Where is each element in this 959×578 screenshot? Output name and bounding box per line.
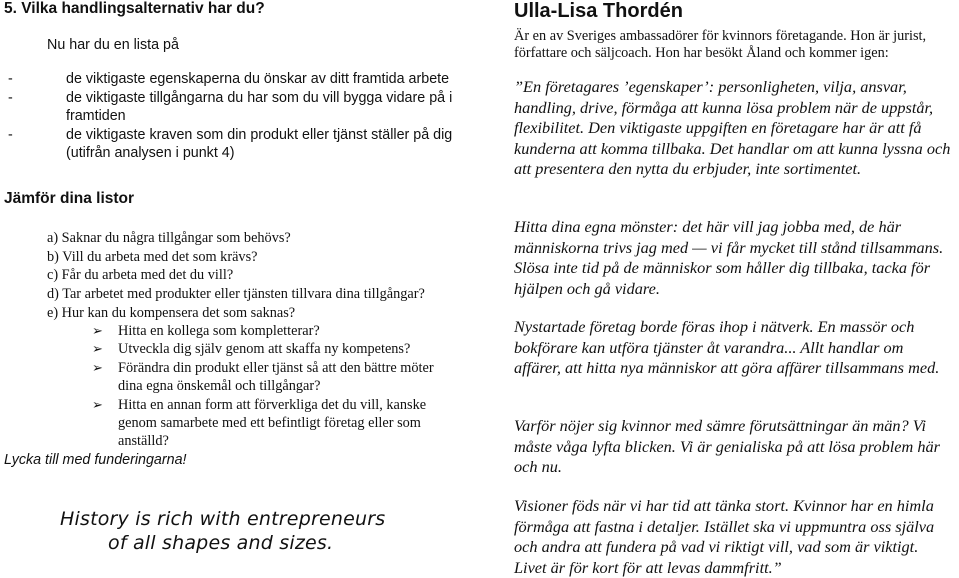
- question-list: [47, 229, 425, 323]
- arrow-item: [90, 396, 460, 451]
- intro-text: Nu har du en lista på: [47, 37, 179, 53]
- arrow-bullet-icon: ➢: [92, 323, 103, 338]
- list-item: [8, 70, 458, 89]
- arrow-item: [90, 322, 460, 340]
- list-item-text: de viktigaste kraven som din produkt eller tjänst ställer på dig (utifrån analysen i punkt 4): [66, 126, 453, 161]
- person-name: Ulla-Lisa Thordén: [514, 0, 683, 22]
- arrow-list: [90, 322, 460, 451]
- question-item: d) Tar arbetet med produkter eller tjänsten tillvara dina tillgångar?: [47, 286, 425, 303]
- dash-bullet: -: [8, 71, 13, 87]
- list-item-text: de viktigaste egenskaperna du önskar av ditt framtida arbete: [66, 71, 450, 87]
- section-heading: 5. Vilka handlingsalternativ har du?: [4, 0, 265, 17]
- question-item: c) Får du arbeta med det du vill?: [47, 267, 234, 284]
- dash-list: [8, 70, 458, 163]
- quote-paragraph: Visioner föds när vi har tid att tänka stort. Kvinnor har en himla förmåga att fastna i detaljer. Istället ska vi uppmuntra oss själva och andra att fundera på vad vi riktigt vill, vad som är viktigt. Livet är för kort för att levas dammfritt.”: [514, 496, 935, 577]
- quote-paragraph: Varför nöjer sig kvinnor med sämre förutsättningar än män? Vi måste våga lyfta blicken. Vi är genialiska på att lösa problem här och nu.: [514, 416, 940, 476]
- question-item: a) Saknar du några tillgångar som behövs?: [47, 230, 291, 246]
- quote-paragraph: ”En företagares ’egenskaper’: personligheten, vilja, ansvar, handling, drive, förmåga att kunna lösa problem när de uppstår, flexibilitet. Den viktigaste uppgiften en företagare har är att få kunderna att komma tillbaka. Det handlar om att kunna lyssna och att presentera den nytta du erbjuder, inte sortimentet.: [514, 77, 951, 178]
- quote-line: of all shapes and sizes.: [108, 532, 334, 554]
- arrow-item: [90, 340, 460, 358]
- question-item: e) Hur kan du kompensera det som saknas?: [47, 304, 296, 321]
- arrow-item: [90, 359, 460, 396]
- compare-heading: Jämför dina listor: [4, 190, 135, 207]
- person-bio: Är en av Sveriges ambassadörer för kvinnors företagande. Hon är jurist, författare och säljcoach. Hon har besökt Åland och kommer igen:: [514, 28, 927, 61]
- quote-paragraph: Hitta dina egna mönster: det här vill jag jobba med, de här människorna trivs jag med — vi får mycket till stånd tillsammans. Slösa inte tid på de människor som håller dig tillbaka, tacka för hjälpen och gå vidare.: [514, 217, 944, 298]
- quote-paragraph: Nystartade företag borde föras ihop i nätverk. En massör och bokförare kan utföra tjänster åt varandra... Allt handlar om affärer, att hitta nya människor att göra affärer tillsammans med.: [514, 317, 940, 377]
- list-item: [8, 89, 458, 126]
- list-item: [8, 126, 458, 163]
- arrow-bullet-icon: ➢: [92, 396, 103, 412]
- arrow-bullet-icon: ➢: [92, 359, 103, 375]
- quote-line: History is rich with entrepreneurs: [60, 508, 386, 530]
- list-item-text: de viktigaste tillgångarna du har som du vill bygga vidare på i framtiden: [66, 89, 453, 124]
- arrow-item-text: Hitta en kollega som kompletterar?: [118, 323, 320, 339]
- arrow-bullet-icon: ➢: [92, 341, 103, 357]
- arrow-item-text: Hitta en annan form att förverkliga det du vill, kanske genom samarbete med ett befintligt företag eller som anställd?: [118, 396, 427, 450]
- dash-bullet: -: [8, 126, 13, 143]
- arrow-item-text: Förändra din produkt eller tjänst så att den bättre möter dina egna önskemål och tillgångar?: [118, 359, 434, 395]
- question-item: b) Vill du arbeta med det som krävs?: [47, 248, 258, 265]
- arrow-item-text: Utveckla dig själv genom att skaffa ny kompetens?: [118, 341, 411, 358]
- good-luck-text: Lycka till med funderingarna!: [4, 452, 187, 468]
- dash-bullet: -: [8, 89, 13, 106]
